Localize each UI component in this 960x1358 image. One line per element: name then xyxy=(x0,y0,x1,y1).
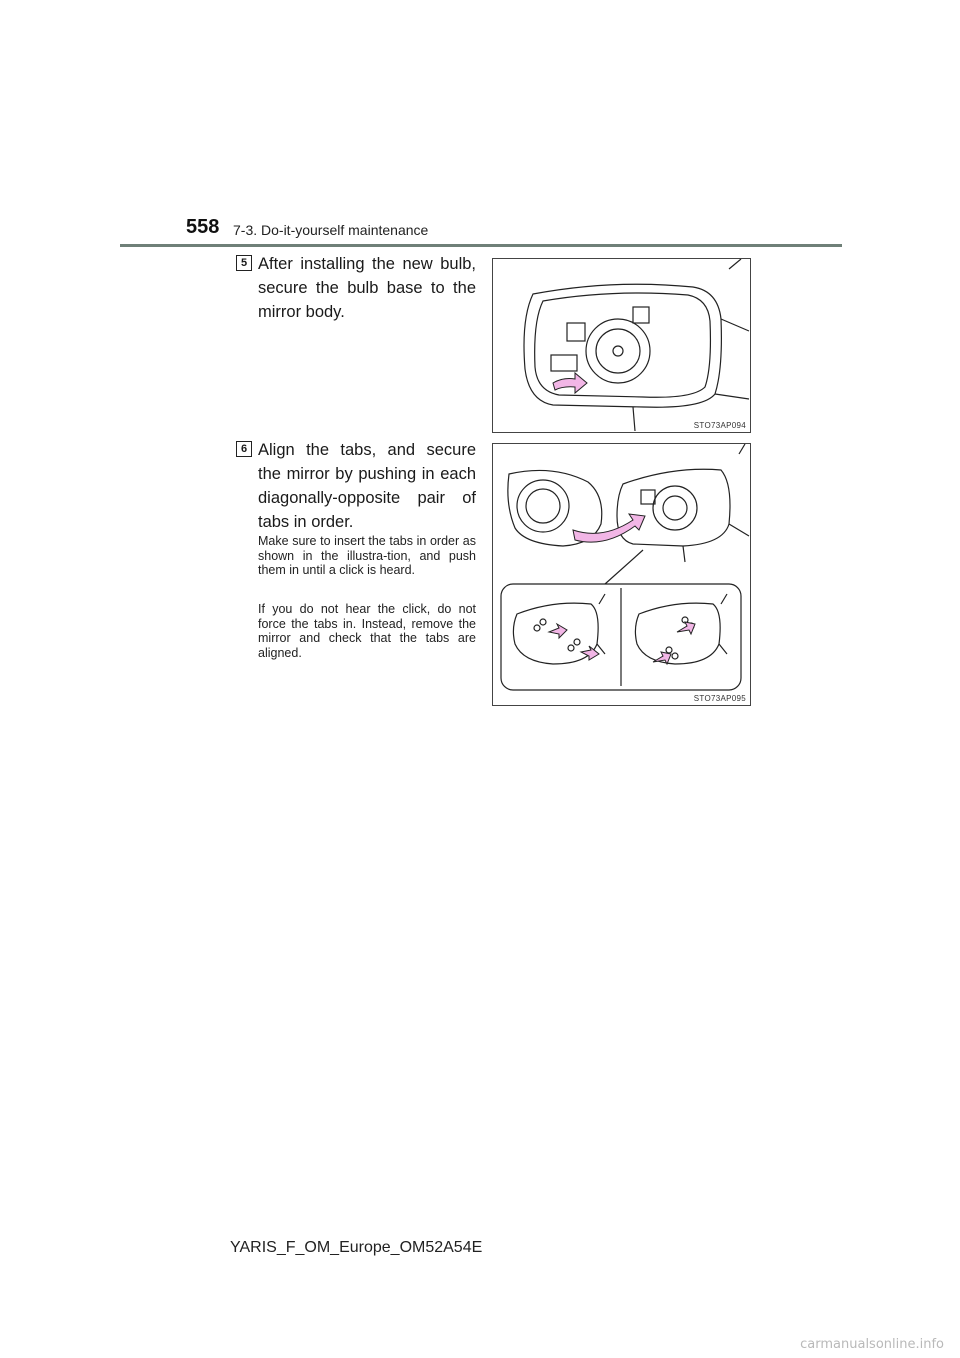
figure-code: STO73AP094 xyxy=(693,421,746,430)
push-arrow-icon xyxy=(677,622,695,634)
header-rule xyxy=(120,244,842,247)
footer-document-code: YARIS_F_OM_Europe_OM52A54E xyxy=(230,1239,483,1256)
figure-code: STO73AP095 xyxy=(693,694,746,703)
figure-step-5 xyxy=(492,258,751,433)
step-5-text: After installing the new bulb, secure the bulb base to the mirror body. xyxy=(258,255,476,321)
step-number-5: 5 xyxy=(236,255,252,271)
figure-step-6 xyxy=(492,443,751,706)
curved-arrow-icon xyxy=(573,514,645,542)
step-number-6: 6 xyxy=(236,441,252,457)
push-arrow-icon xyxy=(553,373,587,393)
mirror-tabs-illustration xyxy=(493,444,750,705)
page-number: 558 xyxy=(186,216,220,238)
step-6-note-1: Make sure to insert the tabs in order as shown in the illustra-tion, and push them in until a click is heard. xyxy=(258,534,476,577)
mirror-bulb-illustration xyxy=(493,259,750,432)
step-6-text: Align the tabs, and secure the mirror by pushing in each diagonally-opposite pair of tabs in order. xyxy=(258,441,476,531)
watermark: carmanualsonline.info xyxy=(800,1337,944,1352)
push-arrow-icon xyxy=(549,624,567,638)
section-title: 7-3. Do-it-yourself maintenance xyxy=(233,222,429,238)
step-6-note-2: If you do not hear the click, do not force the tabs in. Instead, remove the mirror and check that the tabs are aligned. xyxy=(258,602,476,660)
